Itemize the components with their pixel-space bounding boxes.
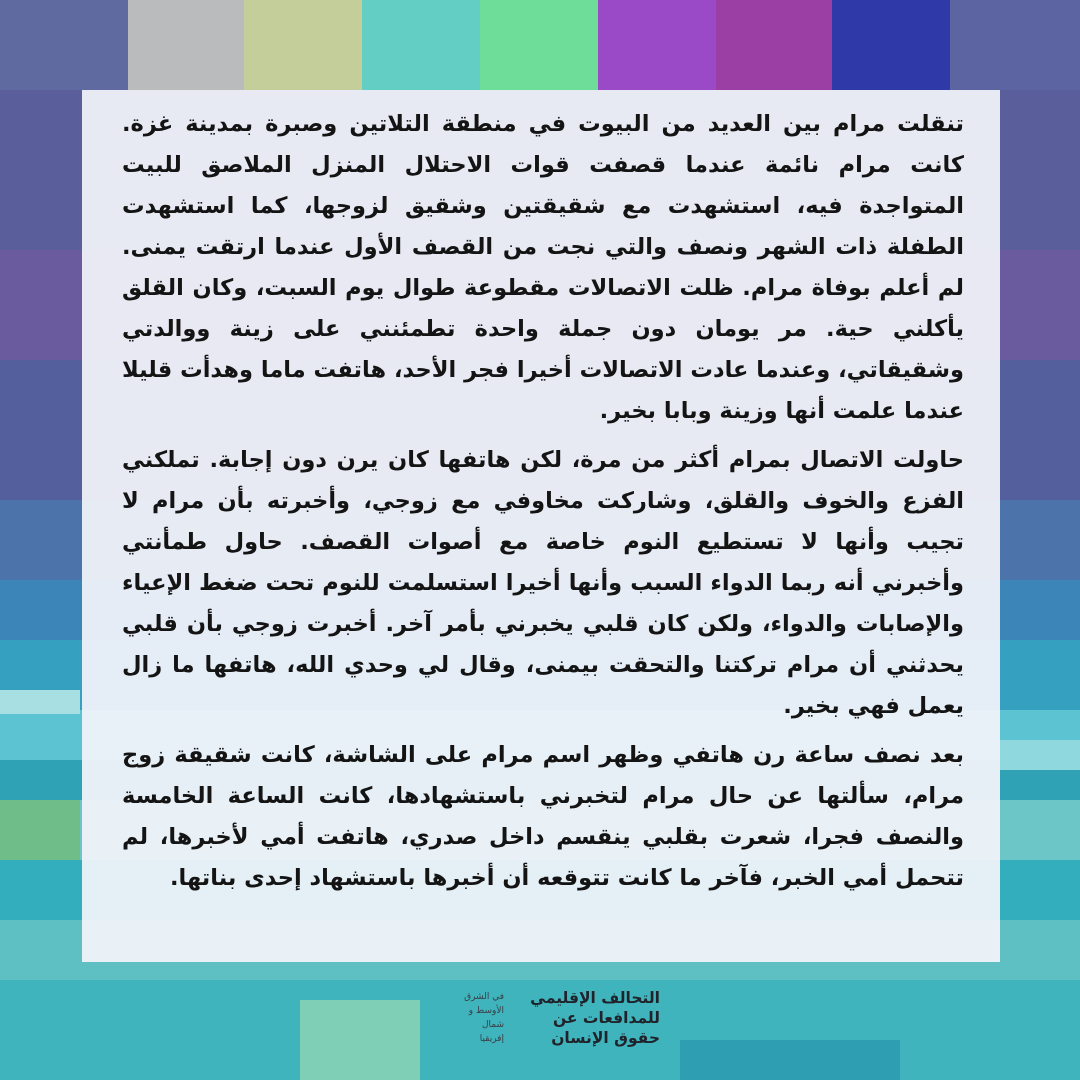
logo-region-text bbox=[424, 990, 504, 1046]
color-bar bbox=[244, 0, 362, 90]
logo-sub-line: الأوسط و bbox=[468, 1006, 504, 1016]
article-card bbox=[82, 90, 1000, 962]
logo-sub-line: إفريقيا bbox=[479, 1034, 504, 1044]
glitch-block bbox=[300, 1000, 420, 1080]
logo-wordmark bbox=[512, 988, 660, 1048]
article-paragraph: بعد نصف ساعة رن هاتفي وظهر اسم مرام على الشاشة، كانت شقيقة زوج مرام، سألتها عن حال مرام لتخبرني باستشهادها، كانت الساعة الخامسة والنصف فجرا، شعرت بقلبي ينقسم داخل صدري، هاتفت أمي لأخبرها، لم تتحمل أمي الخبر، فآخر ما كانت تتوقعه أن أخبرها باستشهاد إحدى بناتها. bbox=[122, 742, 964, 891]
logo-main-line: للمدافعات عن bbox=[552, 1009, 660, 1027]
glitch-block bbox=[1000, 740, 1080, 770]
color-bar bbox=[0, 0, 128, 90]
article-paragraph: حاولت الاتصال بمرام أكثر من مرة، لكن هاتفها كان يرن دون إجابة. تملكني الفزع والخوف والقلق، وشاركت مخاوفي مع زوجي، وأخبرته بأن مرام لا تجيب وأنها لا تستطيع النوم خاصة مع أصوات القصف. حاول طمأنتي وأخبرني أنه ربما الدواء السبب وأنها أخيرا استسلمت للنوم تحت ضغط الإعياء والإصابات والدواء، ولكن كان قلبي يخبرني بأمر آخر. أخبرت زوجي بأن قلبي يحدثني أن مرام تركتنا والتحقت بيمنى، وقال لي وحدي الله، هاتفها ما زال يعمل فهي بخير. bbox=[122, 447, 964, 719]
article-paragraph: تنقلت مرام بين العديد من البيوت في منطقة التلاتين وصبرة بمدينة غزة. كانت مرام نائمة عندما قصفت قوات الاحتلال المنزل الملاصق للبيت المتواجدة فيه، استشهدت مع شقيقتين وشقيق لزوجها، كما استشهدت الطفلة ذات الشهر ونصف والتي نجت من القصف الأول عندما ارتقت يمنى. لم أعلم بوفاة مرام. ظلت الاتصالات مقطوعة طوال يوم السبت، وكان القلق يأكلني حية. مر يومان دون جملة واحدة تطمئنني على زينة ووالدتي وشقيقاتي، وعندما عادت الاتصالات أخيرا فجر الأحد، هاتفت ماما وهدأت قليلا عندما علمت أنها وزينة وبابا بخير. bbox=[122, 111, 964, 424]
glitch-block bbox=[0, 690, 80, 714]
color-bar bbox=[832, 0, 950, 90]
logo-main-line: التحالف الإقليمي bbox=[530, 989, 660, 1007]
color-bar bbox=[480, 0, 598, 90]
glitch-block bbox=[680, 1040, 900, 1080]
logo-main-line: حقوق الإنسان bbox=[551, 1029, 660, 1047]
color-bar bbox=[950, 0, 1080, 90]
color-bar bbox=[128, 0, 244, 90]
glitch-block bbox=[0, 800, 80, 860]
logo-sub-line: في الشرق bbox=[464, 992, 504, 1002]
color-bar bbox=[598, 0, 716, 90]
color-bar bbox=[716, 0, 832, 90]
logo-sub-line: شمال bbox=[481, 1020, 504, 1030]
color-bar bbox=[362, 0, 480, 90]
organization-logo bbox=[424, 988, 660, 1050]
